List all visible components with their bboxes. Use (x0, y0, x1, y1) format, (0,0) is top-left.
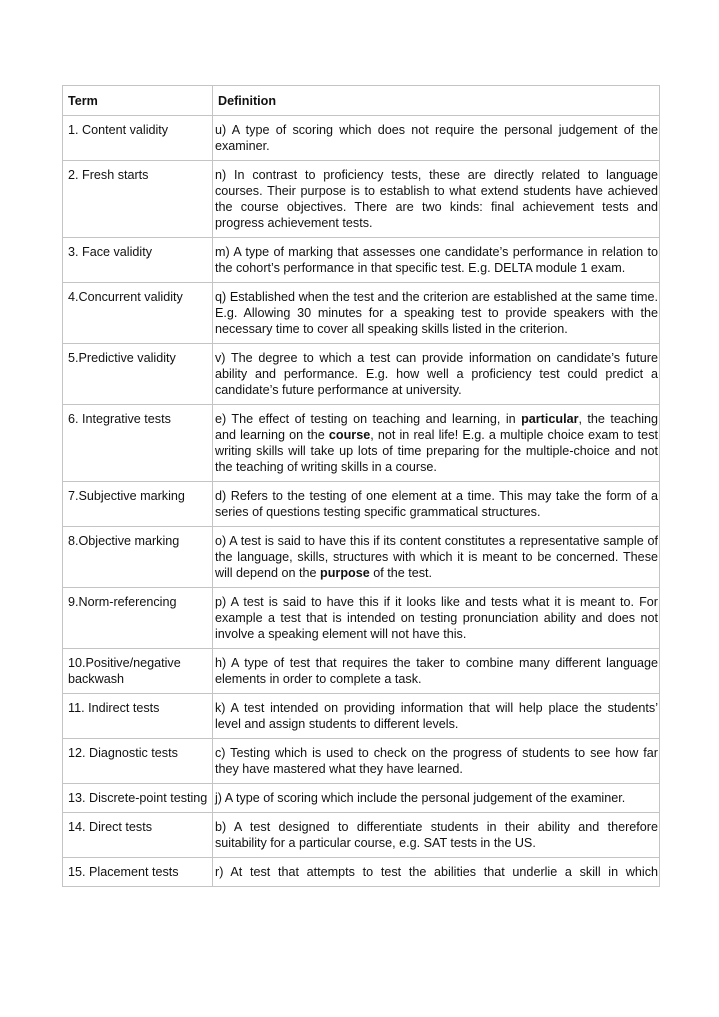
definition-text: k) A test intended on providing information that will help place the students’ level and assign students to different levels. (215, 701, 658, 731)
definition-emphasis: particular (521, 412, 579, 426)
term-cell: 3. Face validity (63, 238, 213, 283)
definition-text: n) In contrast to proficiency tests, these are directly related to language courses. Their purpose is to establish to what extend students have achieved the course objectives. There are two kinds: final achievement tests and progress achievement tests. (215, 168, 658, 230)
definition-text: u) A type of scoring which does not require the personal judgement of the examiner. (215, 123, 658, 153)
definition-text: e) The effect of testing on teaching and learning, in (215, 412, 522, 426)
definition-cell (213, 344, 660, 405)
definition-cell (213, 858, 660, 887)
definition-text: , not in real life! E.g. a multiple choice exam to test writing skills will take up lots of time preparing for the multiple-choice and not the teaching of writing skills in a course. (215, 428, 658, 474)
definition-cell (213, 739, 660, 784)
definition-text: d) Refers to the testing of one element at a time. This may take the form of a series of questions testing specific grammatical structures. (215, 489, 658, 519)
term-cell: 5.Predictive validity (63, 344, 213, 405)
definition-emphasis: course (328, 428, 371, 442)
table-header-row (63, 86, 660, 116)
term-cell: 10.Positive/negative backwash (63, 649, 213, 694)
table-row (63, 238, 660, 283)
definition-text: m) A type of marking that assesses one candidate’s performance in relation to the cohort’s performance in that specific test. E.g. DELTA module 1 exam. (215, 245, 658, 275)
definition-text: q) Established when the test and the criterion are established at the same time. E.g. Allowing 30 minutes for a speaking test to provide speakers with the necessary time to cover all speaking skills listed in the criterion. (215, 290, 658, 336)
definition-cell (213, 649, 660, 694)
column-header-definition: Definition (213, 86, 660, 116)
definition-cell (213, 588, 660, 649)
table-row (63, 694, 660, 739)
term-cell: 15. Placement tests (63, 858, 213, 887)
terms-definitions-table (62, 85, 660, 887)
term-cell: 14. Direct tests (63, 813, 213, 858)
definition-text: p) A test is said to have this if it looks like and tests what it is meant to. For example a test that is intended on testing pronunciation ability and does not involve a speaking element will not have this. (215, 595, 658, 641)
term-cell: 11. Indirect tests (63, 694, 213, 739)
table-row (63, 527, 660, 588)
definition-cell (213, 527, 660, 588)
definition-cell (213, 161, 660, 238)
term-cell: 8.Objective marking (63, 527, 213, 588)
definition-text: b) A test designed to differentiate students in their ability and therefore suitability for a particular course, e.g. SAT tests in the US. (215, 820, 658, 850)
table-row (63, 858, 660, 887)
table-row (63, 283, 660, 344)
table-row (63, 739, 660, 784)
term-cell: 1. Content validity (63, 116, 213, 161)
term-cell: 4.Concurrent validity (63, 283, 213, 344)
table-row (63, 116, 660, 161)
term-cell: 9.Norm-referencing (63, 588, 213, 649)
definition-text: of the test. (369, 566, 433, 580)
table-row (63, 784, 660, 813)
definition-emphasis: purpose (320, 566, 370, 580)
term-cell: 7.Subjective marking (63, 482, 213, 527)
definition-cell (213, 116, 660, 161)
definition-text: c) Testing which is used to check on the progress of students to see how far they have mastered what they have learned. (215, 746, 658, 776)
definition-text: r) At test that attempts to test the abilities that underlie a skill in which (215, 865, 658, 879)
term-cell: 13. Discrete-point testing (63, 784, 213, 813)
table-row (63, 161, 660, 238)
definition-cell (213, 283, 660, 344)
table-row (63, 344, 660, 405)
table-row (63, 649, 660, 694)
definition-cell (213, 813, 660, 858)
definition-cell (213, 405, 660, 482)
term-cell: 2. Fresh starts (63, 161, 213, 238)
definition-cell (213, 784, 660, 813)
definition-text: j) A type of scoring which include the personal judgement of the examiner. (215, 791, 626, 805)
table-row (63, 405, 660, 482)
table-row (63, 588, 660, 649)
term-cell: 12. Diagnostic tests (63, 739, 213, 784)
column-header-term: Term (63, 86, 213, 116)
table-row (63, 482, 660, 527)
definition-cell (213, 238, 660, 283)
definition-cell (213, 482, 660, 527)
definition-text: , the teaching and learning on the (215, 412, 658, 442)
definition-text: o) A test is said to have this if its content constitutes a representative sample of the language, skills, structures with which it is meant to be concerned. These will depend on the (215, 534, 658, 580)
definition-cell (213, 694, 660, 739)
definition-text: h) A type of test that requires the taker to combine many different language elements in order to complete a task. (215, 656, 658, 686)
definition-text: v) The degree to which a test can provide information on candidate’s future ability and performance. E.g. how well a proficiency test could predict a candidate’s future performance at university. (215, 351, 658, 397)
table-row (63, 813, 660, 858)
term-cell: 6. Integrative tests (63, 405, 213, 482)
